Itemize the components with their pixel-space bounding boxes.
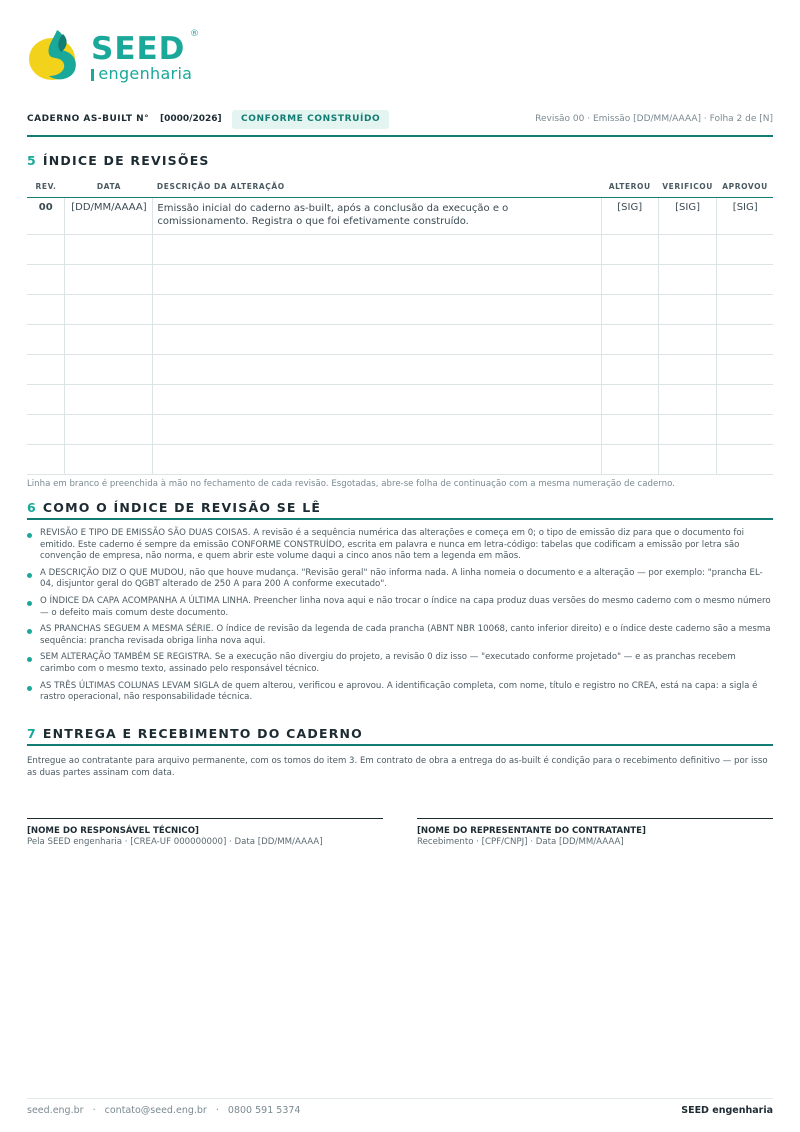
registered-mark: ® [190, 29, 199, 39]
col-date: DATA [65, 175, 153, 198]
header-revision: Revisão 00 · Emissão [DD/MM/AAAA] · Folha 2 de [N] [535, 114, 773, 124]
header-divider [27, 135, 773, 137]
list-item: SEM ALTERAÇÃO TAMBÉM SE REGISTRA. Se a execução não divergiu do projeto, a revisão 0 diz isso — "executado conforme projetado" — e as pranchas recebem carimbo com o mesmo texto, assinado pelo responsável técnico. [27, 652, 773, 675]
section-7 [27, 724, 773, 746]
cell-altered: [SIG] [601, 198, 658, 235]
company-logo [27, 26, 227, 86]
section-6 [27, 498, 773, 520]
section-7-rule [27, 744, 773, 746]
status-badge: CONFORME CONSTRUÍDO [232, 110, 389, 129]
list-item: AS PRANCHAS SEGUEM A MESMA SÉRIE. O índice de revisão da legenda de cada prancha (ABNT NBR 10068, canto inferior direito) e o índice deste caderno são a mesma sequência: prancha revisada obriga linha nova aqui. [27, 624, 773, 647]
signature-technician[interactable] [27, 818, 383, 847]
footer-contacts: seed.eng.br · contato@seed.eng.br · 0800 591 5374 [27, 1105, 301, 1116]
col-verified: VERIFICOU [658, 175, 717, 198]
signature-details: Pela SEED engenharia · [CREA-UF 000000000] · Data [DD/MM/AAAA] [27, 837, 323, 847]
col-desc: DESCRIÇÃO DA ALTERAÇÃO [153, 175, 601, 198]
signature-name: [NOME DO REPRESENTANTE DO CONTRATANTE] [417, 826, 646, 836]
bullet-dot [27, 657, 32, 662]
cell-approved: [SIG] [717, 198, 773, 235]
cell-rev: 00 [27, 198, 65, 235]
section-5 [27, 151, 773, 171]
list-item: A DESCRIÇÃO DIZ O QUE MUDOU, não que houve mudança. "Revisão geral" não informa nada. A linha nomeia o documento e a alteração — por exemplo: "prancha EL-04, disjuntor geral do QGBT alterado de 250 A para 200 A conforme executado". [27, 568, 773, 591]
signature-client[interactable] [417, 818, 773, 847]
table-row-blank[interactable] [27, 235, 773, 265]
signature-name: [NOME DO RESPONSÁVEL TÉCNICO] [27, 826, 199, 836]
list-item: AS TRÊS ÚLTIMAS COLUNAS LEVAM SIGLA de quem alterou, verificou e aprovou. A identificação completa, com nome, título e registro no CREA, está na capa: a sigla é rastro operacional, não responsabilidade técnica. [27, 681, 773, 704]
section-6-title: 6 COMO O ÍNDICE DE REVISÃO SE LÊ [27, 500, 322, 515]
col-altered: ALTEROU [601, 175, 658, 198]
section-6-rule [27, 518, 773, 520]
revision-table [27, 175, 773, 475]
bullet-list [27, 528, 773, 709]
cell-date: [DD/MM/AAAA] [65, 198, 153, 235]
footer-divider [27, 1098, 773, 1099]
signature-details: Recebimento · [CPF/CNPJ] · Data [DD/MM/AAAA] [417, 837, 624, 847]
signature-line [417, 818, 773, 819]
table-note: Linha em branco é preenchida à mão no fechamento de cada revisão. Esgotadas, abre-se folha de continuação com a mesma numeração de caderno. [27, 479, 675, 489]
footer-phone: 0800 591 5374 [227, 1105, 301, 1116]
logo-wordmark: SEED [91, 31, 186, 67]
header-number: [0000/2026] [160, 114, 222, 124]
table-row-blank[interactable] [27, 445, 773, 475]
document-header [27, 110, 773, 130]
seed-logo-icon [27, 26, 85, 84]
bullet-dot [27, 573, 32, 578]
table-row-blank[interactable] [27, 265, 773, 295]
col-approved: APROVOU [717, 175, 773, 198]
list-item: O ÍNDICE DA CAPA ACOMPANHA A ÚLTIMA LINHA. Preencher linha nova aqui e não trocar o índice na capa produz duas versões do mesmo caderno com o mesmo número — o defeito mais comum deste documento. [27, 596, 773, 619]
cell-verified: [SIG] [658, 198, 717, 235]
logo-subtitle: engenharia [98, 64, 193, 83]
bullet-dot [27, 686, 32, 691]
cell-desc: Emissão inicial do caderno as-built, após a conclusão da execução e o comissionamento. Registra o que foi efetivamente construído. [153, 198, 601, 235]
table-row-blank[interactable] [27, 385, 773, 415]
footer-site-link[interactable]: seed.eng.br [27, 1105, 84, 1116]
table-row-blank[interactable] [27, 415, 773, 445]
table-row-blank[interactable] [27, 295, 773, 325]
list-item: REVISÃO E TIPO DE EMISSÃO SÃO DUAS COISAS. A revisão é a sequência numérica das alterações e começa em 0; o tipo de emissão diz para que o documento foi emitido. Este caderno é sempre da emissão CONFORME CONSTRUÍDO, escrita em palavra e nunca em letra-código: tabelas que codificam a emissão por letra são convenção de empresa, não norma, e quem abrir este volume daqui a cinco anos não tem a legenda em mãos. [27, 528, 773, 563]
table-row-blank[interactable] [27, 355, 773, 385]
table-row-blank[interactable] [27, 325, 773, 355]
section-5-title: 5 ÍNDICE DE REVISÕES [27, 153, 210, 168]
footer-email-link[interactable]: contato@seed.eng.br [104, 1105, 207, 1116]
bullet-dot [27, 533, 32, 538]
delivery-text: Entregue ao contratante para arquivo permanente, com os tomos do item 3. Em contrato de obra a entrega do as-built é condição para o recebimento definitivo — por isso as duas partes assinam com data. [27, 756, 768, 779]
table-header-row [27, 175, 773, 198]
footer-brand: SEED engenharia [681, 1105, 773, 1116]
bullet-dot [27, 629, 32, 634]
signature-line [27, 818, 383, 819]
col-rev: REV. [27, 175, 65, 198]
header-title: CADERNO AS-BUILT N° [27, 114, 150, 124]
section-7-title: 7 ENTREGA E RECEBIMENTO DO CADERNO [27, 726, 364, 741]
table-row [27, 198, 773, 235]
bullet-dot [27, 601, 32, 606]
